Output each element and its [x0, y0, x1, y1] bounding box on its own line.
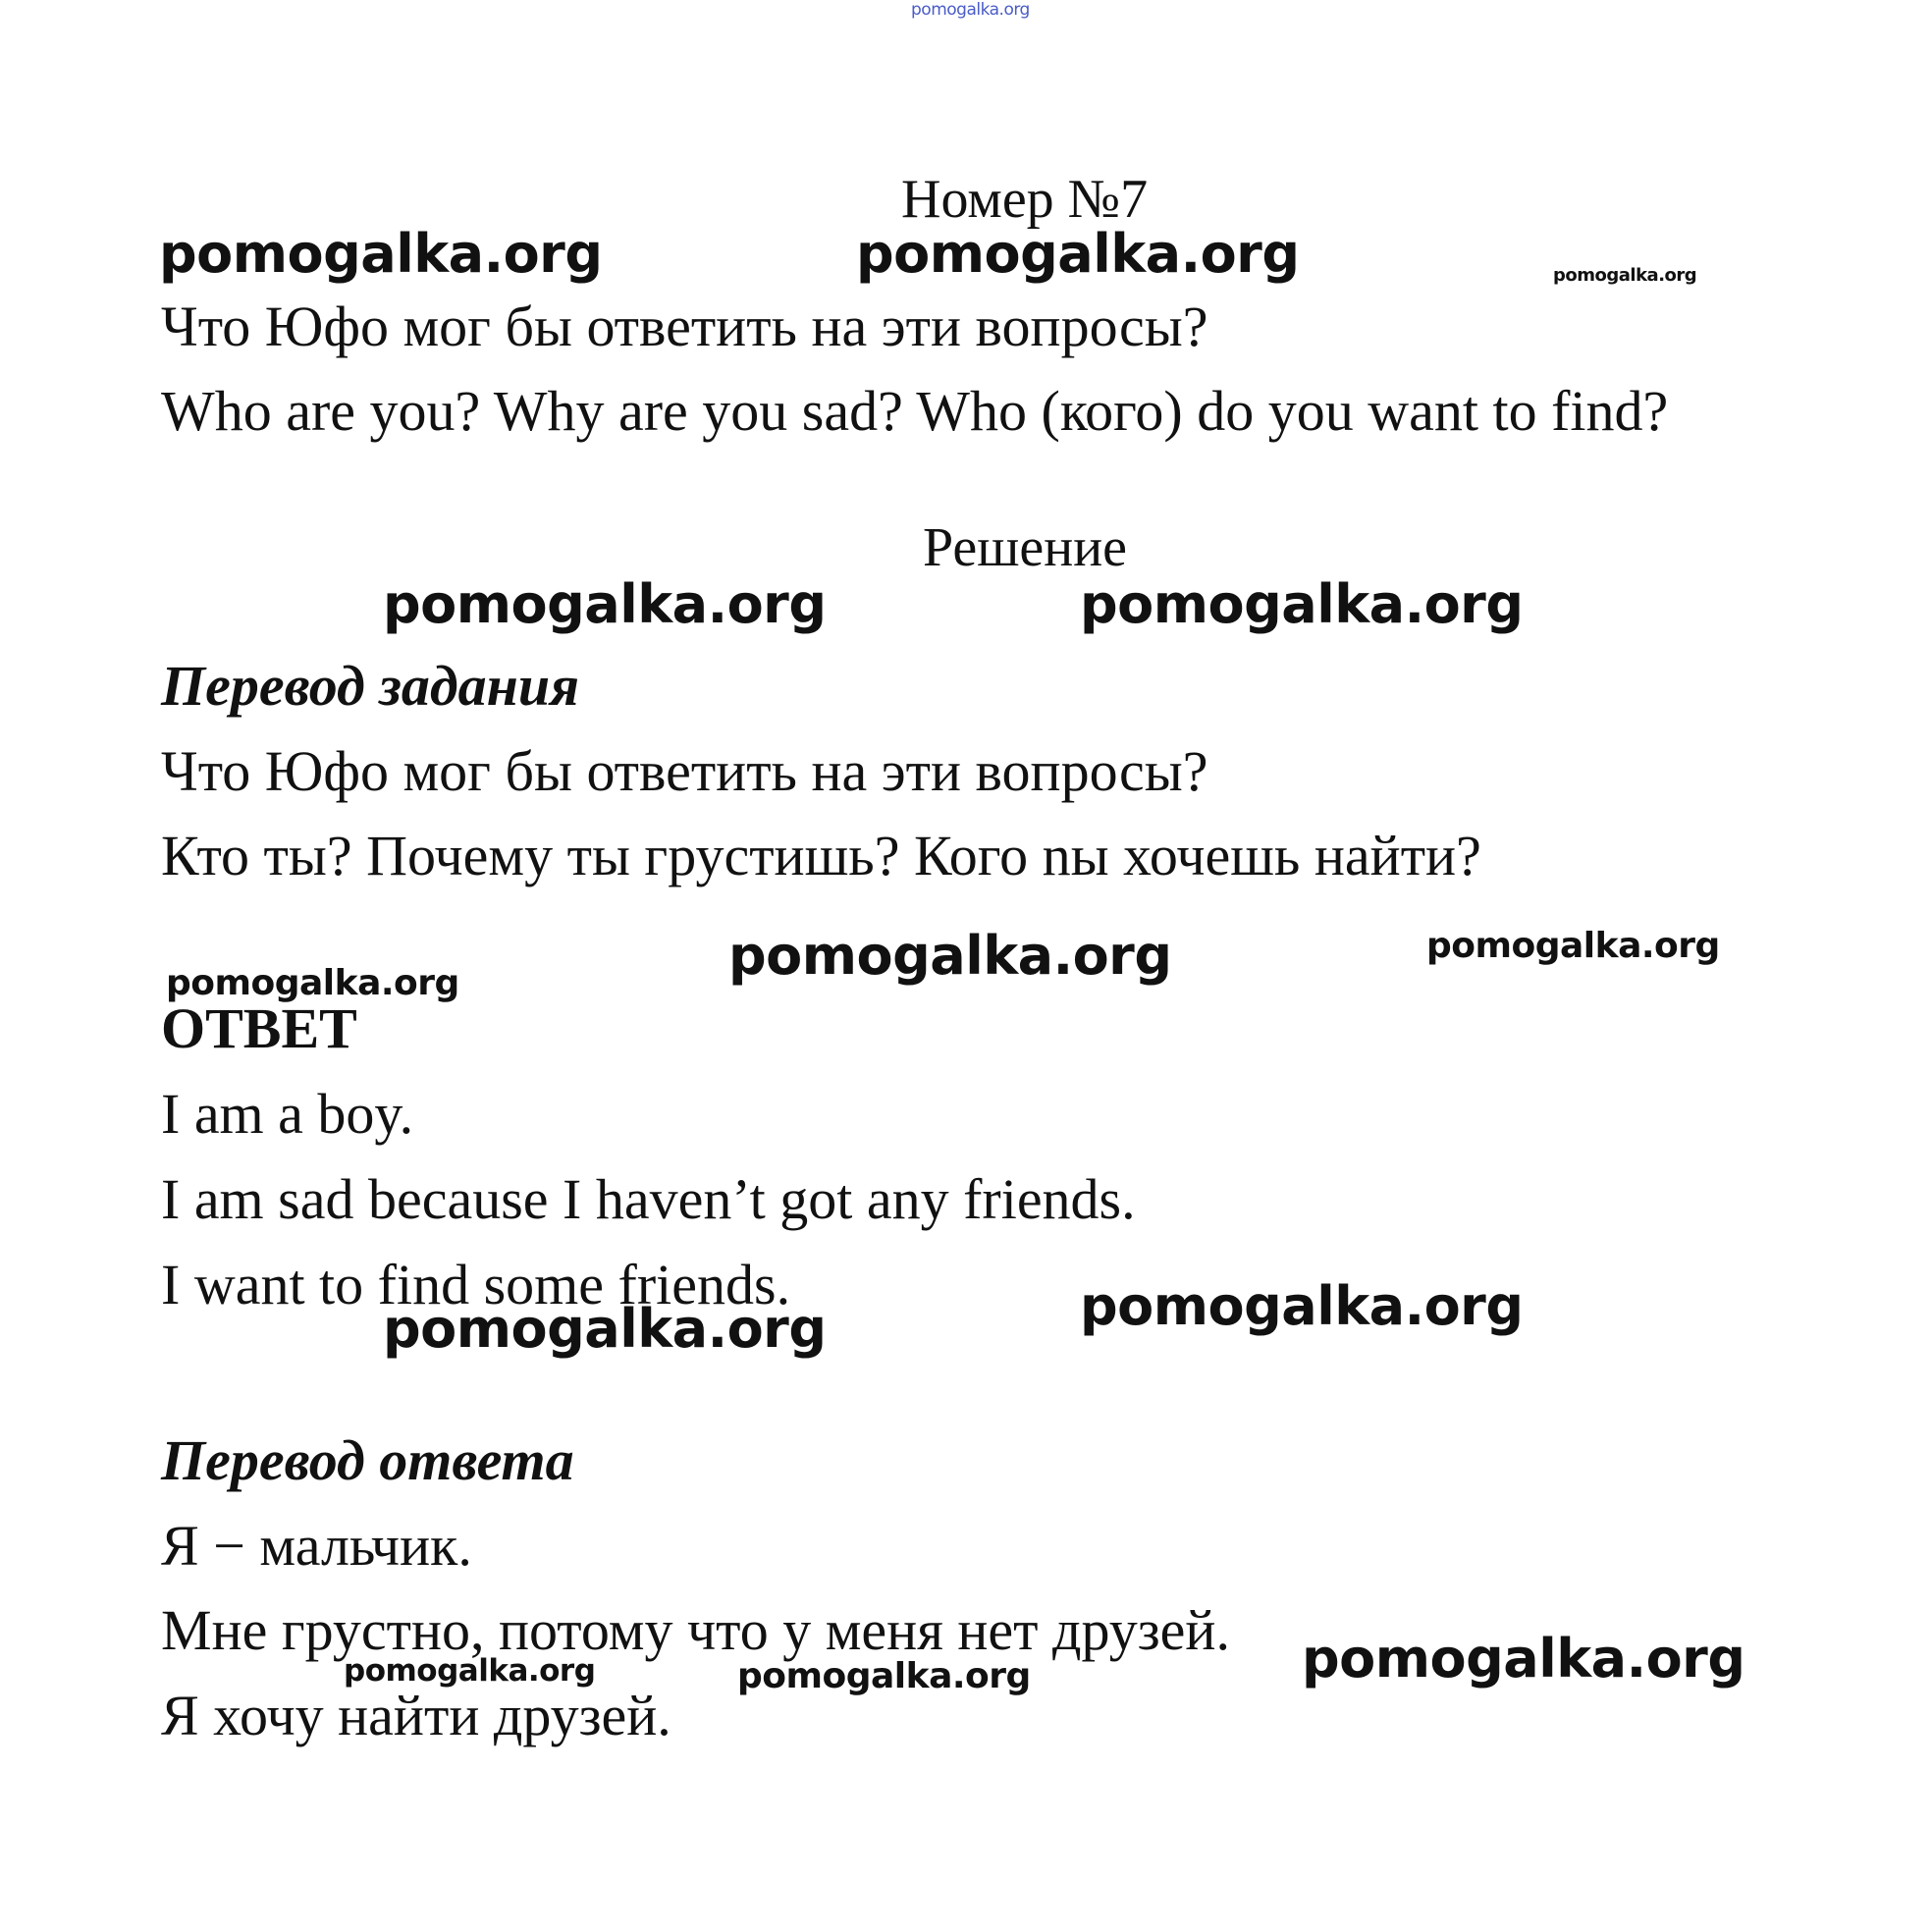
watermark: pomogalka.org	[344, 1653, 596, 1689]
watermark-top: pomogalka.org	[911, 0, 1030, 20]
solution-title: Решение	[923, 517, 1128, 578]
answer-line: I am a boy.	[161, 1082, 414, 1146]
task-translation-heading: Перевод задания	[161, 654, 579, 718]
watermark: pomogalka.org	[737, 1656, 1031, 1696]
task-question-en: Who are you? Why are you sad? Who (кого) do you want to find?	[161, 379, 1669, 443]
task-question-ru: Что Юфо мог бы ответить на эти вопросы?	[161, 295, 1208, 358]
answer-line: I want to find some friends.	[161, 1253, 791, 1316]
watermark: pomogalka.org	[1080, 1275, 1524, 1337]
watermark: pomogalka.org	[383, 573, 827, 635]
answer-line: I am sad because I haven’t got any friends.	[161, 1167, 1136, 1231]
page-title: Номер №7	[901, 169, 1149, 230]
watermark: pomogalka.org	[856, 223, 1300, 285]
watermark: pomogalka.org	[1080, 573, 1524, 635]
answer-translation-line: Я хочу найти друзей.	[161, 1684, 671, 1747]
watermark: pomogalka.org	[159, 223, 603, 285]
watermark: pomogalka.org	[166, 963, 459, 1003]
answer-translation-line: Я − мальчик.	[161, 1514, 472, 1578]
watermark: pomogalka.org	[1302, 1628, 1745, 1690]
task-translation-line: Кто ты? Почему ты грустишь? Кого nы хочешь найти?	[161, 824, 1481, 887]
watermark: pomogalka.org	[728, 925, 1172, 987]
watermark: pomogalka.org	[383, 1298, 827, 1360]
watermark: pomogalka.org	[1553, 265, 1697, 286]
answer-translation-line: Мне грустно, потому что у меня нет друзей.	[161, 1598, 1230, 1662]
answer-translation-heading: Перевод ответа	[161, 1428, 574, 1492]
watermark: pomogalka.org	[1426, 926, 1720, 966]
answer-heading: ОТВЕТ	[161, 996, 357, 1060]
task-translation-line: Что Юфо мог бы ответить на эти вопросы?	[161, 739, 1208, 803]
